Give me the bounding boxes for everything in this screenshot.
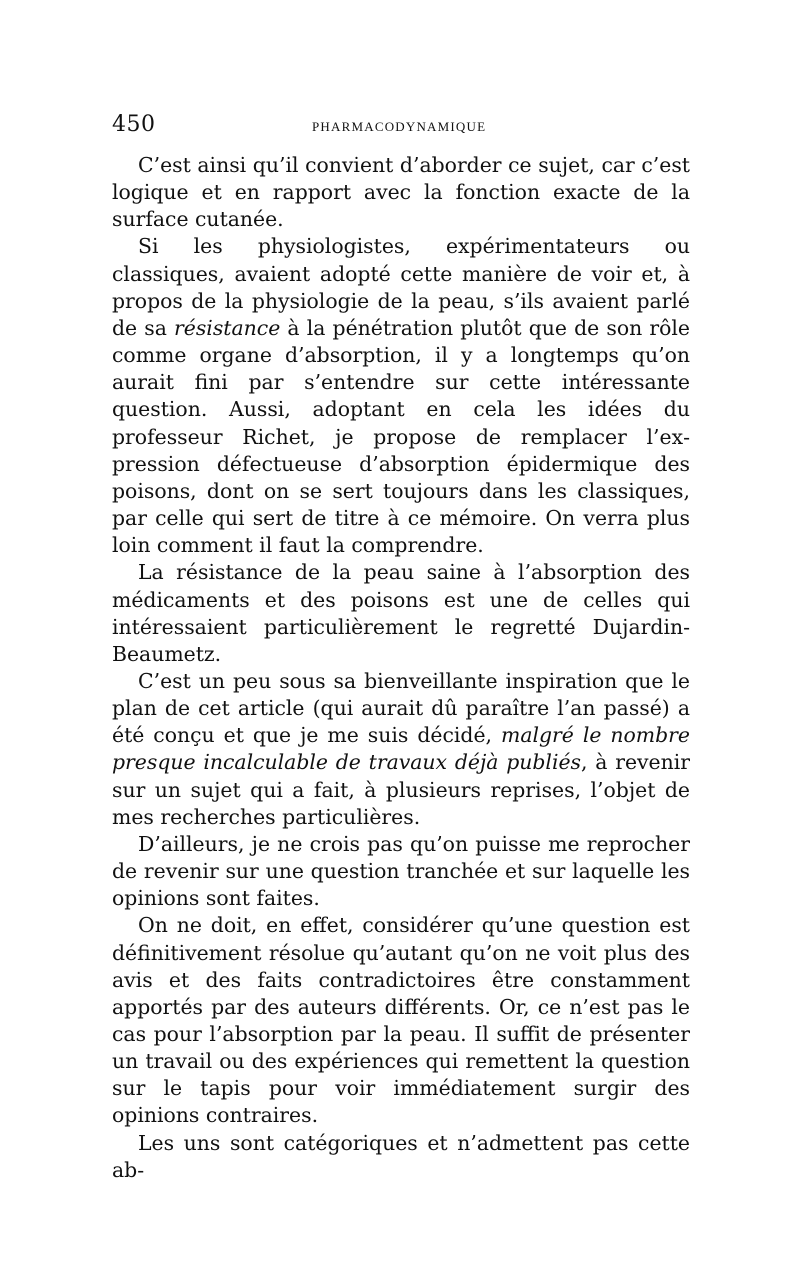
paragraph-5 [112,831,690,912]
paragraph-1 [112,152,690,233]
body-text [112,152,690,1184]
paragraph-3-text: La résistance de la peau saine à l’absorption des médicaments et des poisons est une de celles qui intéressaient particulièrement le regretté Dujardin-Beaumetz. [112,560,690,666]
paragraph-2-text-start: Si les physiologistes, expérimentateurs ou classiques, avaient adopté cette manière de voir et, à propos de la physiologie de la peau, s’ils avaient parlé de sa [112,234,690,340]
page-number: 450 [112,112,156,137]
paragraph-2 [112,233,690,559]
running-title: PHARMACODYNAMIQUE [312,119,487,134]
paragraph-4-italic: malgré le nombre presque incalculable de travaux déjà publiés [112,723,690,775]
paragraph-7 [112,1130,690,1184]
paragraph-2-text-end: à la pénétration plutôt que de son rôle comme organe d’absorption, il y a longtemps qu’on aurait fini par s’entendre sur cette intéressante question. Aussi, adoptant en cela les idées du professeur Richet, je propose de remplacer l’expression défectueuse d’absorption épidermique des poisons, dont on se sert toujours dans les classiques, par celle qui sert de titre à ce mémoire. On verra plus loin comment il faut la comprendre. [112,315,690,558]
paragraph-2-italic: résistance [174,315,281,340]
paragraph-5-text: D’ailleurs, je ne crois pas qu’on puisse me reprocher de revenir sur une question tranchée et sur laquelle les opinions sont faites. [112,831,690,911]
page-header [112,112,690,146]
paragraph-3 [112,559,690,668]
paragraph-4-text-start: C’est un peu sous sa bienveillante inspiration que le plan de cet article (qui aurait dû paraître l’an passé) a été conçu et que je me suis décidé, [112,668,690,748]
paragraph-1-text: C’est ainsi qu’il convient d’aborder ce sujet, car c’est logique et en rapport avec la fonction exacte de la surface cutanée. [112,153,690,232]
paragraph-7-text: Les uns sont catégoriques et n’admettent pas cette ab- [112,1130,690,1182]
paragraph-4 [112,668,690,831]
book-page [112,112,690,1184]
paragraph-4-text-end: , à revenir sur un sujet qui a fait, à plusieurs reprises, l’objet de mes recherches particulières. [112,750,690,829]
paragraph-6-text: On ne doit, en effet, considérer qu’une question est définitivement résolue qu’autant qu’on ne voit plus des avis et des faits contradictoires être constamment apportés par des auteurs différents. Or, ce n’est pas le cas pour l’absorption par la peau. Il suffit de présenter un travail ou des expériences qui remettent la question sur le tapis pour voir immédiatement surgir des opinions contraires. [112,913,690,1128]
paragraph-6 [112,912,690,1129]
